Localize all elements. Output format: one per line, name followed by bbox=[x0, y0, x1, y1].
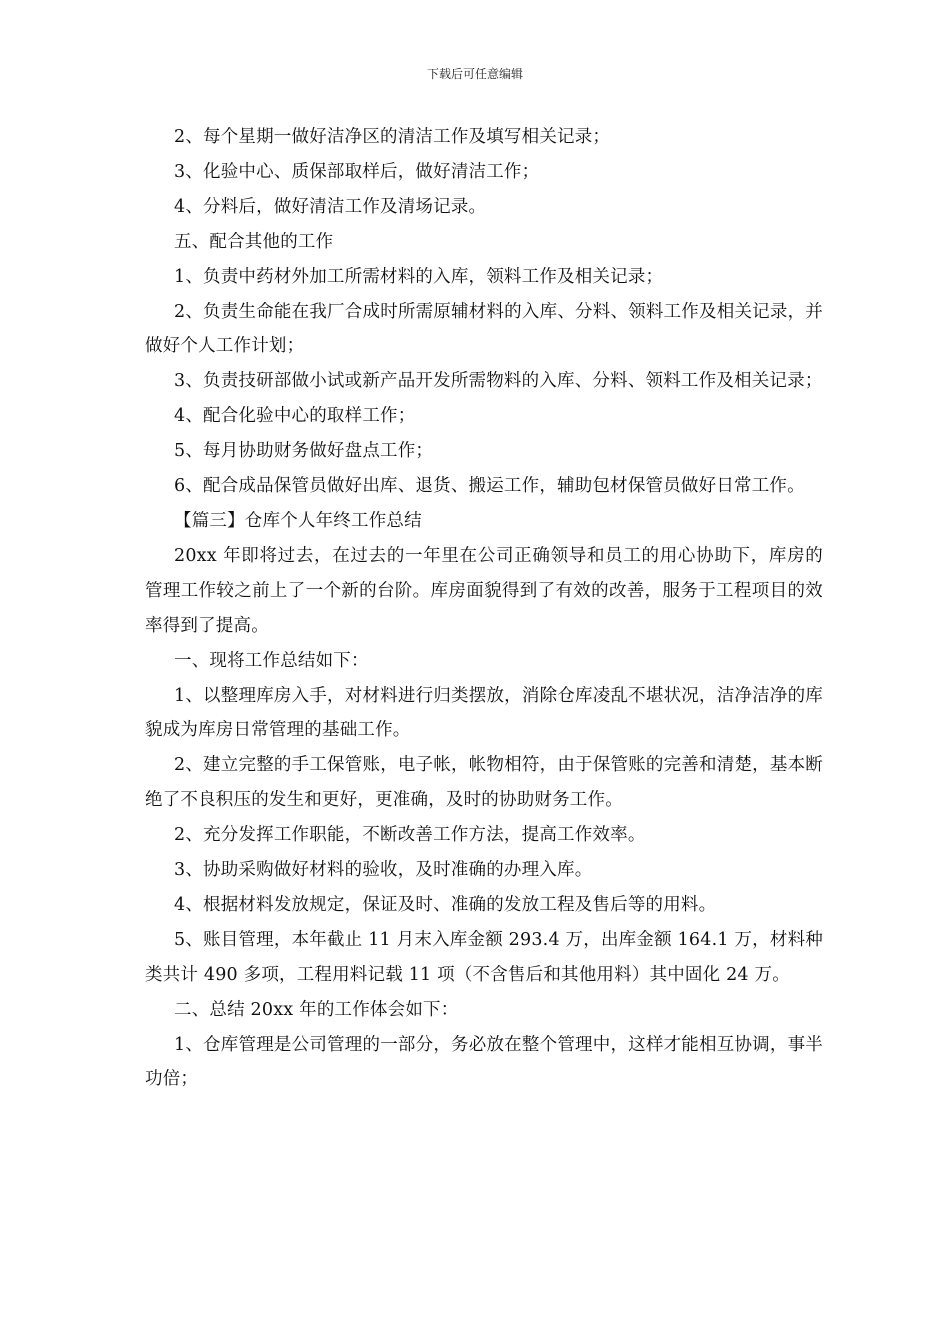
page-header: 下载后可任意编辑 bbox=[426, 67, 523, 81]
paragraph: 4、分料后，做好清洁工作及清场记录。 bbox=[174, 196, 487, 217]
paragraph: 1、以整理库房入手，对材料进行归类摆放，消除仓库凌乱不堪状况，洁净洁净的库貌成为库房日常管理的基础工作。 bbox=[145, 685, 823, 741]
paragraph: 4、根据材料发放规定，保证及时、准确的发放工程及售后等的用料。 bbox=[174, 894, 717, 915]
paragraph: 3、化验中心、质保部取样后，做好清洁工作； bbox=[174, 161, 540, 182]
paragraph: 1、负责中药材外加工所需材料的入库，领料工作及相关记录； bbox=[174, 266, 664, 287]
chapter-title: 【篇三】仓库个人年终工作总结 bbox=[174, 510, 422, 531]
paragraph: 1、仓库管理是公司管理的一部分，务必放在整个管理中，这样才能相互协调，事半功倍； bbox=[145, 1034, 823, 1090]
section-heading: 一、现将工作总结如下： bbox=[174, 650, 369, 671]
paragraph: 20xx 年即将过去，在过去的一年里在公司正确领导和员工的用心协助下，库房的管理工作较之前上了一个新的台阶。库房面貌得到了有效的改善，服务于工程项目的效率得到了提高。 bbox=[145, 545, 823, 636]
paragraph: 4、配合化验中心的取样工作； bbox=[174, 406, 416, 427]
document-body bbox=[145, 120, 823, 1097]
paragraph: 2、充分发挥工作职能，不断改善工作方法，提高工作效率。 bbox=[174, 825, 646, 846]
paragraph: 3、负责技研部做小试或新产品开发所需物料的入库、分料、领料工作及相关记录； bbox=[174, 371, 823, 392]
paragraph: 2、负责生命能在我厂合成时所需原辅材料的入库、分料、领料工作及相关记录，并做好个人工作计划； bbox=[145, 301, 823, 357]
section-heading: 二、总结 20xx 年的工作体会如下： bbox=[174, 999, 459, 1020]
paragraph: 3、协助采购做好材料的验收，及时准确的办理入库。 bbox=[174, 860, 593, 881]
paragraph: 6、配合成品保管员做好出库、退货、搬运工作，辅助包材保管员做好日常工作。 bbox=[174, 476, 805, 497]
paragraph: 2、每个星期一做好洁净区的清洁工作及填写相关记录； bbox=[174, 127, 611, 147]
paragraph: 5、每月协助财务做好盘点工作； bbox=[174, 441, 434, 462]
paragraph: 2、建立完整的手工保管账，电子帐，帐物相符，由于保管账的完善和清楚，基本断绝了不良积压的发生和更好，更准确，及时的协助财务工作。 bbox=[145, 755, 823, 811]
paragraph: 5、账目管理，本年截止 11 月末入库金额 293.4 万，出库金额 164.1 万，材料种类共计 490 多项，工程用料记载 11 项（不含售后和其他用料）其中固化 24 万。 bbox=[145, 929, 823, 985]
section-heading: 五、配合其他的工作 bbox=[174, 231, 334, 252]
